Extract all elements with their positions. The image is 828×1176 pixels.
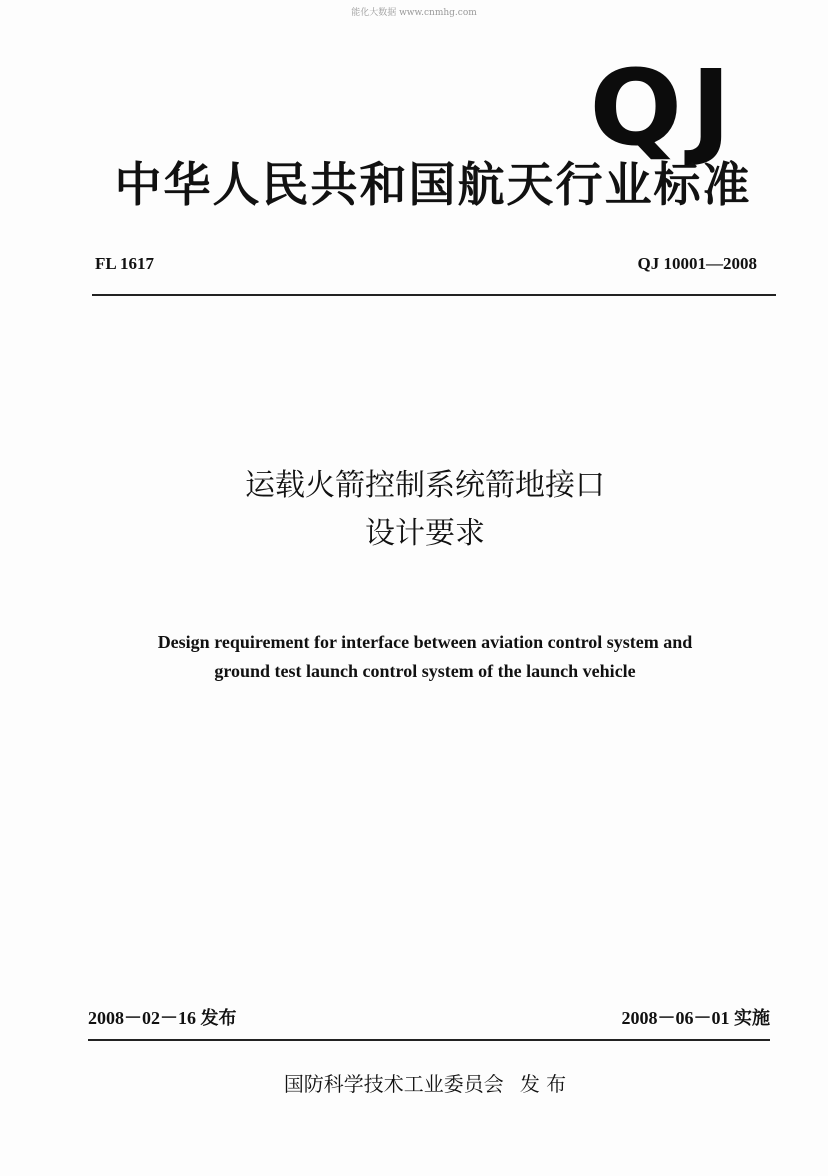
title-en-line-1: Design requirement for interface between aviation control system and (157, 632, 693, 652)
qj-logo: QJ (589, 47, 740, 169)
title-cn-line-2: 设计要求 (365, 516, 485, 551)
watermark: 能化大数据 www.cnmhg.com (351, 8, 477, 18)
classification-number: FL 1617 (95, 254, 155, 273)
title-en-line-2: ground test launch control system of the launch vehicle (214, 661, 636, 681)
standard-code: QJ 10001—2008 (637, 254, 757, 273)
header-title: 中华人民共和国航天行业标准 (114, 158, 752, 213)
publish-date: 2008－02－16 发布 (88, 1008, 237, 1028)
issuer: 国防科学技术工业委员会 (283, 1072, 504, 1096)
top-divider (92, 294, 776, 296)
bottom-divider (88, 1039, 770, 1041)
issuer-action: 发 布 (519, 1072, 567, 1096)
effective-date: 2008－06－01 实施 (621, 1008, 770, 1028)
title-cn-line-1: 运载火箭控制系统箭地接口 (245, 468, 605, 503)
issuer-line (0, 1068, 828, 1097)
